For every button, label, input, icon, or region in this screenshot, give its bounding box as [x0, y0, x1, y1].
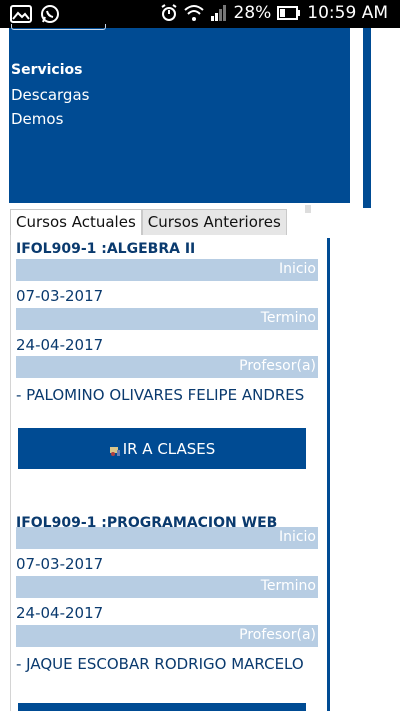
go-to-class-button[interactable]	[18, 428, 306, 469]
battery-icon	[277, 5, 301, 21]
battery-percent: 28%	[233, 3, 272, 23]
content-right-rule	[327, 238, 330, 711]
whatsapp-icon	[40, 4, 60, 24]
tab-current-courses[interactable]: Cursos Actuales	[10, 209, 142, 235]
tab-previous-courses[interactable]: Cursos Anteriores	[142, 209, 287, 235]
menu-link-demos[interactable]: Demos	[11, 110, 64, 128]
teacher-name: - PALOMINO OLIVARES FELIPE ANDRES	[16, 386, 305, 404]
gallery-icon	[10, 4, 32, 24]
services-menu	[9, 28, 350, 203]
services-heading: Servicios	[11, 62, 83, 78]
start-date: 07-03-2017	[16, 287, 104, 305]
alarm-icon	[160, 4, 178, 22]
scroll-knob[interactable]	[305, 205, 311, 213]
course-tabs	[10, 209, 287, 235]
go-to-class-label: IR A CLASES	[122, 439, 216, 458]
course-card	[16, 241, 318, 471]
class-icon	[109, 443, 121, 455]
menu-link-downloads[interactable]: Descargas	[11, 86, 90, 104]
course-title: IFOL909-1 :PROGRAMACION WEB	[16, 515, 278, 531]
end-date: 24-04-2017	[16, 604, 104, 622]
clock: 10:59 AM	[307, 3, 388, 23]
end-label: Termino	[16, 576, 318, 598]
course-card	[16, 515, 318, 711]
end-date: 24-04-2017	[16, 336, 104, 354]
go-to-class-button[interactable]	[18, 703, 306, 711]
teacher-label: Profesor(a)	[16, 625, 318, 647]
teacher-name: - JAQUE ESCOBAR RODRIGO MARCELO	[16, 655, 304, 673]
menu-top-edge	[11, 24, 106, 30]
start-label: Inicio	[16, 259, 318, 281]
start-label: Inicio	[16, 527, 318, 549]
course-list	[10, 235, 335, 711]
end-label: Termino	[16, 308, 318, 330]
teacher-label: Profesor(a)	[16, 356, 318, 378]
wifi-icon	[184, 4, 204, 22]
start-date: 07-03-2017	[16, 555, 104, 573]
signal-icon	[210, 4, 228, 22]
right-accent-bar	[363, 28, 371, 208]
course-title: IFOL909-1 :ALGEBRA II	[16, 241, 196, 257]
